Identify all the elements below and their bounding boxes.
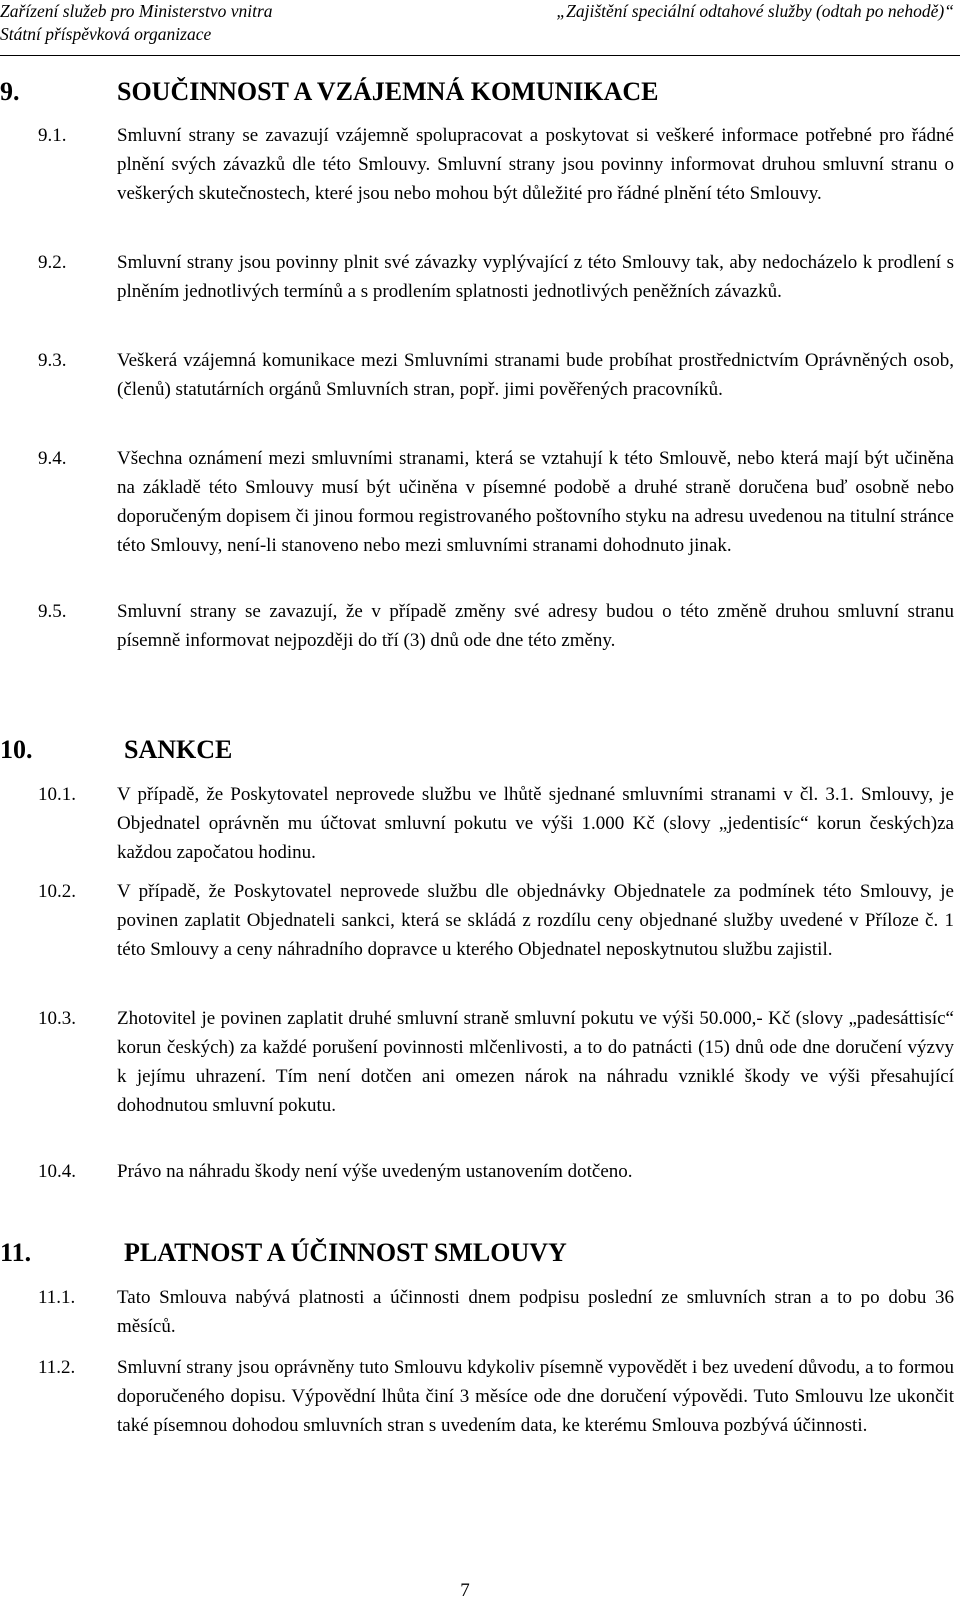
clause-9-5 [0,597,954,655]
clause-text: Smluvní strany se zavazují vzájemně spolupracovat a poskytovat si veškeré informace potřebné pro řádné plnění svých závazků dle této Smlouvy. Smluvní strany jsou povinny informovat druhou smluvní stranu o veškerých skutečnostech, které jsou nebo mohou být důležité pro řádné plnění této Smlouvy. [117,125,954,204]
clause-text: Veškerá vzájemná komunikace mezi Smluvními stranami bude probíhat prostřednictvím Oprávněných osob, (členů) statutárních orgánů Smluvních stran, popř. jimi pověřených pracovníků. [117,350,954,400]
clause-number: 9.5. [38,601,67,622]
clause-number: 9.4. [38,448,67,469]
clause-number: 10.1. [38,784,76,805]
clause-number: 9.2. [38,252,67,273]
clause-9-4 [0,444,954,560]
clause-text: Zhotovitel je povinen zaplatit druhé smluvní straně smluvní pokutu ve výši 50.000,- Kč (slovy „padesáttisíc“ korun českých) za každé porušení povinnosti mlčenlivosti, a to do patnácti (15) dnů ode dne doručení výzvy k jejímu uhrazení. Tím není dotčen ani omezen nárok na náhradu vzniklé škody ve výši přesahující dohodnutou smluvní pokutu. [117,1008,954,1116]
clause-text: Smluvní strany jsou povinny plnit své závazky vyplývající z této Smlouvy tak, aby nedocházelo k prodlení s plněním jednotlivých termínů a s prodlením splatnosti jednotlivých peněžních závazků. [117,252,954,302]
page-number: 7 [460,1580,470,1601]
clause-number: 10.4. [38,1161,76,1182]
clause-text: V případě, že Poskytovatel neprovede službu dle objednávky Objednatele za podmínek této Smlouvy, je povinen zaplatit Objednateli sankci, která se skládá z rozdílu ceny objednané služby uvedené v Příloze č. 1 této Smlouvy a ceny náhradního dopravce u kterého Objednatel neposkytnutou službu zajistil. [117,881,954,960]
section-number: 11. [0,1238,32,1267]
clause-number: 11.2. [38,1357,76,1378]
clause-text: Všechna oznámení mezi smluvními stranami, která se vztahují k této Smlouvě, nebo která mají být učiněna na základě této Smlouvy musí být učiněna v písemné podobě a druhé straně doručena buď osobně nebo doporučeným dopisem či jinou formou registrovaného poštovního styku na adresu uvedenou na titulní stránce této Smlouvy, není-li stanoveno nebo mezi smluvními stranami dohodnuto jinak. [117,448,954,556]
section-title: PLATNOST A ÚČINNOST SMLOUVY [124,1238,567,1267]
page-header [0,0,960,56]
clause-9-3 [0,346,954,404]
clause-number: 9.3. [38,350,67,371]
clause-11-1 [0,1283,954,1341]
clause-11-2 [0,1353,954,1440]
clause-10-2 [0,877,954,964]
clause-text: Právo na náhradu škody není výše uvedeným ustanovením dotčeno. [117,1161,633,1182]
clause-10-3 [0,1004,954,1120]
clause-number: 10.3. [38,1008,76,1029]
clause-text: Smluvní strany se zavazují, že v případě změny své adresy budou o této změně druhou smluvní stranu písemně informovat nejpozději do tří (3) dnů ode dne této změny. [117,601,954,651]
section-title: SANKCE [124,735,233,764]
clause-text: Smluvní strany jsou oprávněny tuto Smlouvu kdykoliv písemně vypovědět i bez uvedení důvodu, a to formou doporučeného dopisu. Výpovědní lhůta činí 3 měsíce ode dne doručení výpovědi. Tuto Smlouvu lze ukončit také písemnou dohodou smluvních stran s uvedením data, ke kterému Smlouva pozbývá účinnosti. [117,1357,954,1436]
clause-10-1 [0,780,954,867]
clause-number: 9.1. [38,125,67,146]
clause-text: Tato Smlouva nabývá platnosti a účinnosti dnem podpisu poslední ze smluvních stran a to po dobu 36 měsíců. [117,1287,954,1337]
clause-number: 10.2. [38,881,76,902]
header-org-name: Zařízení služeb pro Ministerstvo vnitra [0,1,273,21]
header-doc-title: „Zajištění speciální odtahové služby (odtah po nehodě)“ [556,1,954,21]
clause-text: V případě, že Poskytovatel neprovede službu ve lhůtě sjednané smluvními stranami v čl. 3.1. Smlouvy, je Objednatel oprávněn mu účtovat smluvní pokutu ve výši 1.000 Kč (slovy „jedentisíc“ korun českých)za každou započatou hodinu. [117,784,954,863]
section-number: 9. [0,77,20,106]
section-number: 10. [0,735,33,764]
header-org-type: Státní příspěvková organizace [0,24,212,44]
clause-9-2 [0,248,954,306]
clause-number: 11.1. [38,1287,76,1308]
section-title: SOUČINNOST A VZÁJEMNÁ KOMUNIKACE [117,77,659,106]
clause-9-1 [0,121,954,208]
clause-10-4 [0,1157,954,1186]
